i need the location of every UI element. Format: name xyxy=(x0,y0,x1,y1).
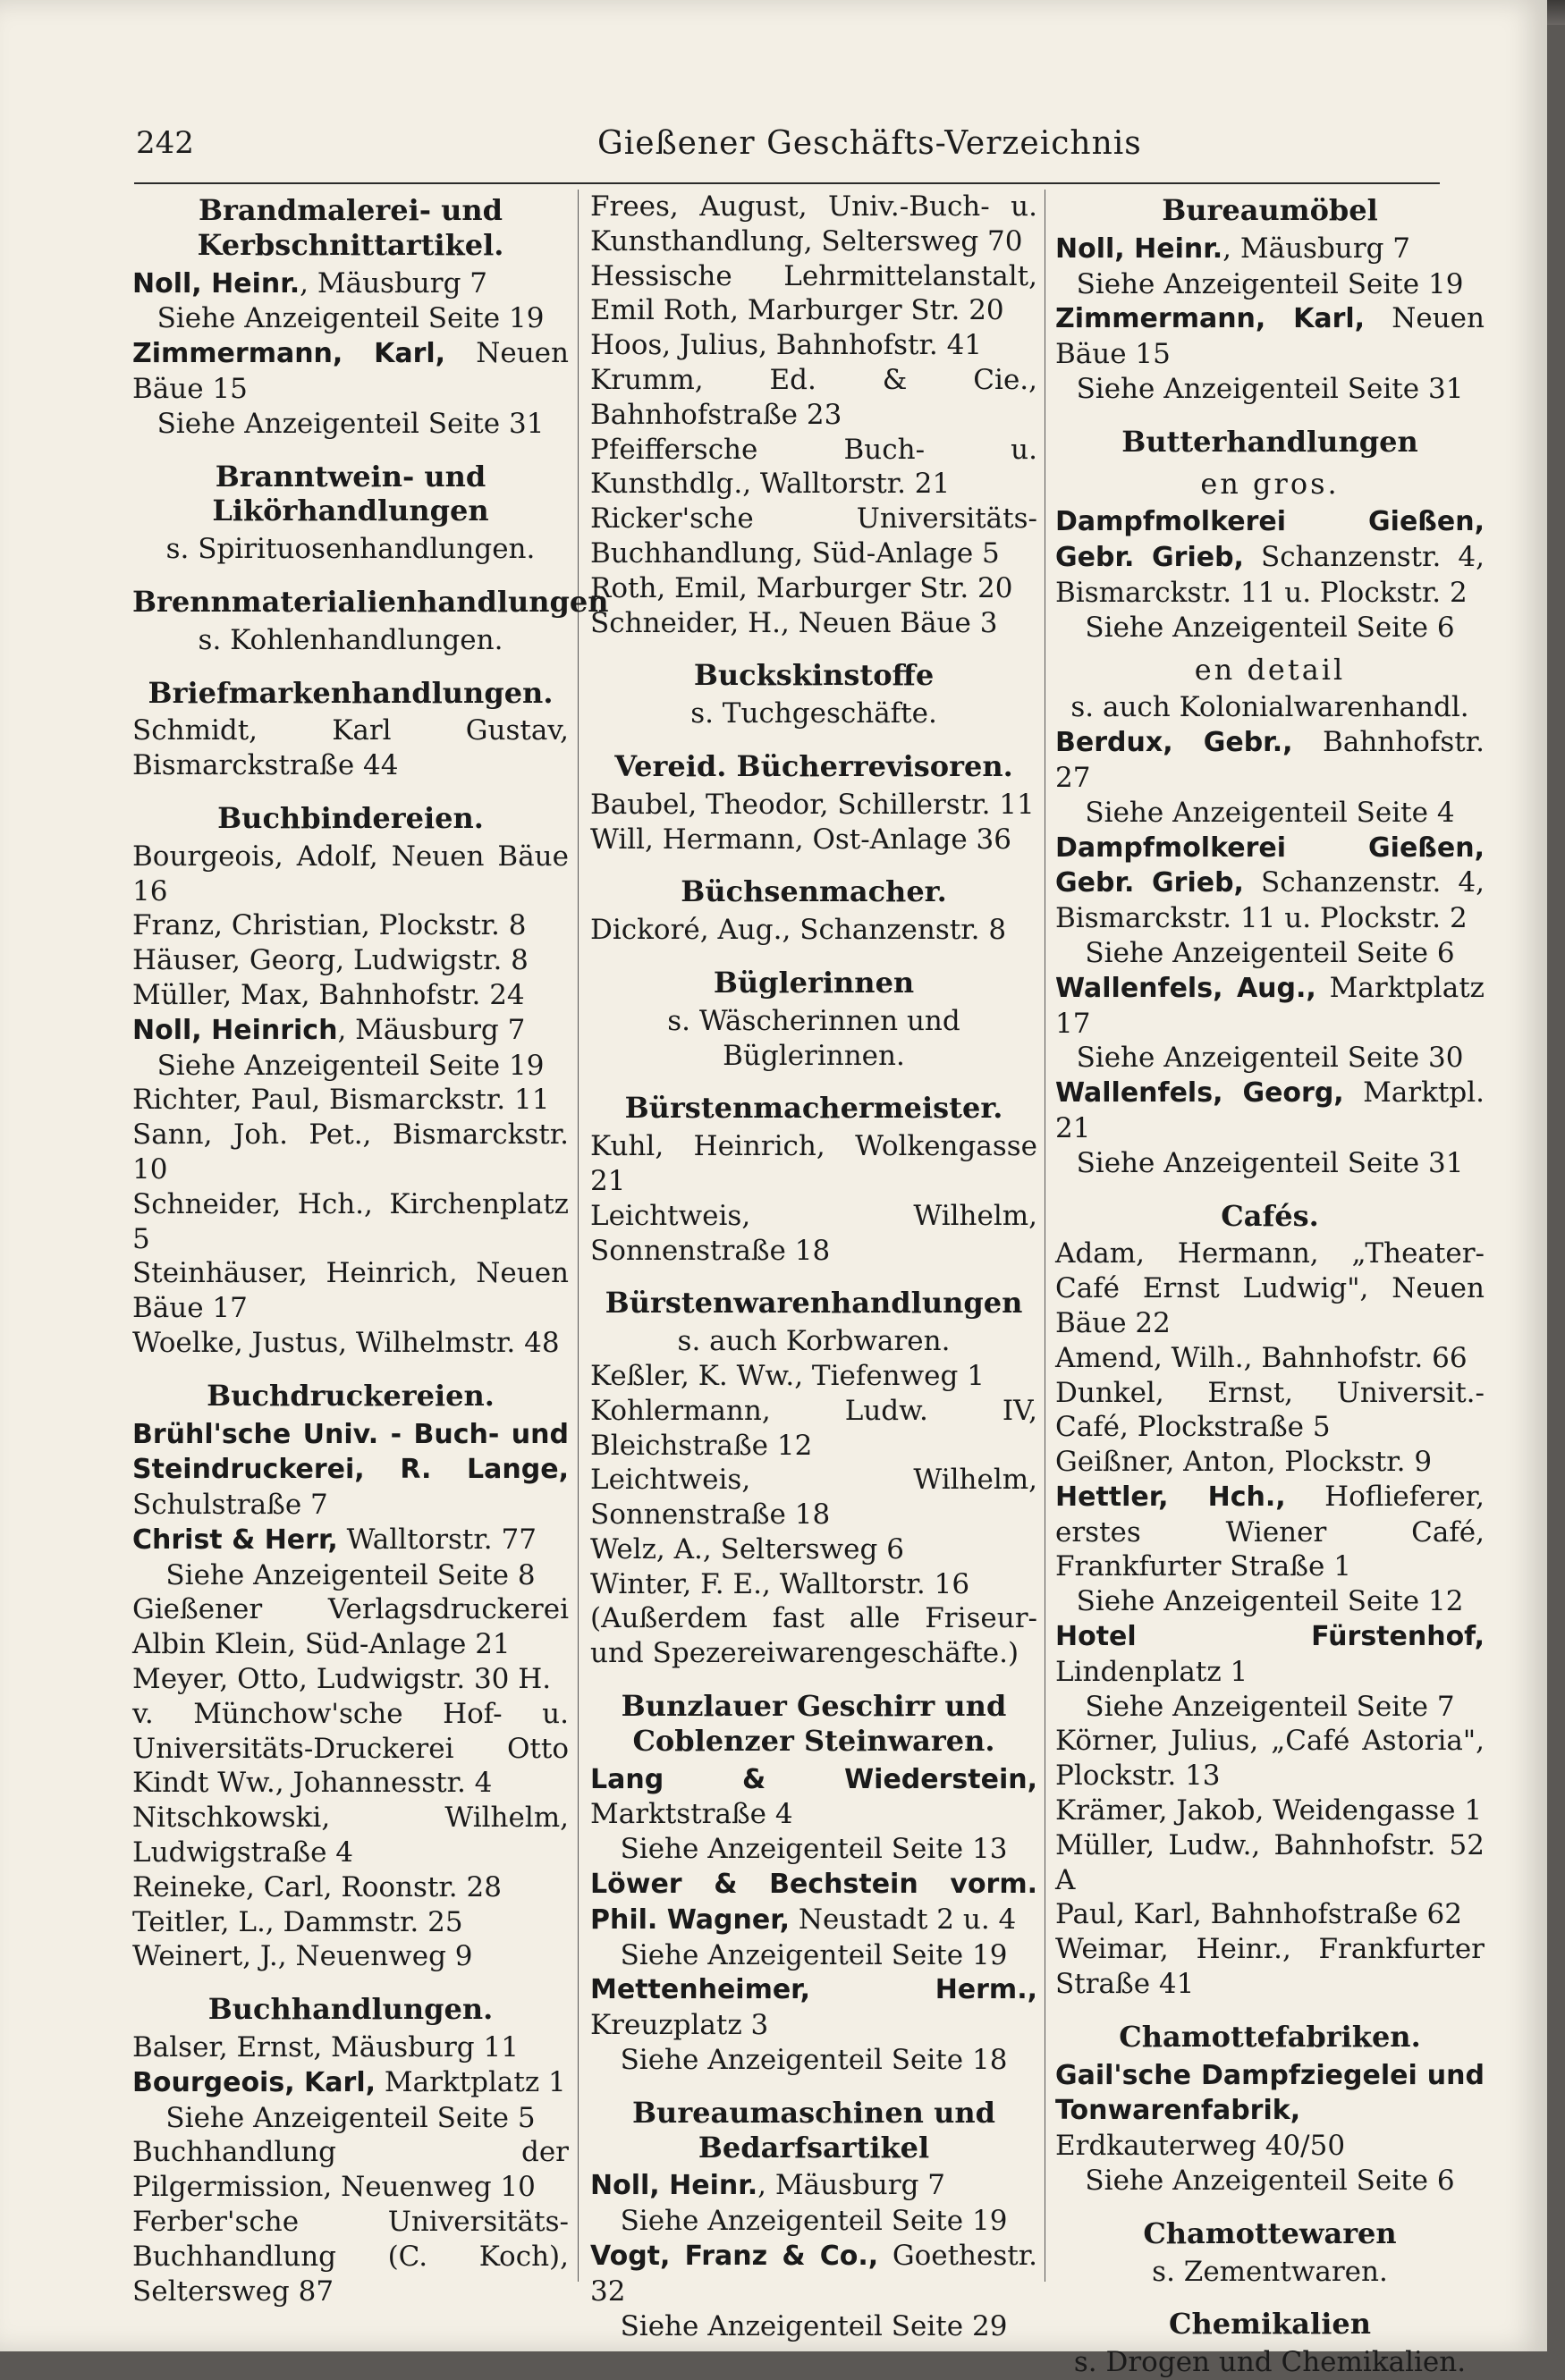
section-heading: Bureaumaschinen und Bedarfsartikel xyxy=(632,2095,995,2165)
directory-entry xyxy=(1055,1236,1485,1340)
entry-text: Nitschkowski, Wilhelm, Ludwigstraße 4 xyxy=(132,1802,569,1869)
directory-entry xyxy=(1055,1724,1485,1793)
entry-text: Leichtweis, Wilhelm, Sonnenstraße 18 xyxy=(590,1199,1037,1267)
entry-text: Krumm, Ed. & Cie., Bahnhofstraße 23 xyxy=(590,363,1037,431)
directory-entry xyxy=(1055,1619,1485,1690)
cross-reference: Siehe Anzeigenteil Seite 29 xyxy=(620,2309,1008,2342)
entry-text: Neustadt 2 u. 4 xyxy=(789,1903,1017,1936)
section-heading: Briefmarkenhandlungen. xyxy=(148,675,554,710)
directory-entry xyxy=(1055,1376,1485,1446)
directory-entry xyxy=(1055,725,1485,796)
entry-text: Hoflieferer, erstes Wiener Café, Frankfurter Straße 1 xyxy=(1055,1480,1485,1583)
directory-entry xyxy=(590,788,1037,823)
entry-text: Hessische Lehrmittelanstalt, Emil Roth, Marburger Str. 20 xyxy=(590,259,1037,327)
section-heading: Büglerinnen xyxy=(713,965,915,1000)
entry-text: , Mäusburg 7 xyxy=(300,266,487,300)
section-subheading: en gros. xyxy=(1200,466,1340,501)
cross-reference: Siehe Anzeigenteil Seite 19 xyxy=(156,302,545,335)
entry-text: Walltorstr. 77 xyxy=(337,1523,537,1556)
directory-entry xyxy=(132,266,569,302)
directory-entry xyxy=(590,913,1037,948)
cross-reference: s. Wäscherinnen und Büglerinnen. xyxy=(667,1004,960,1072)
cross-reference: Siehe Anzeigenteil Seite 8 xyxy=(165,1558,536,1591)
directory-entry xyxy=(590,1601,1037,1671)
cross-reference: Siehe Anzeigenteil Seite 31 xyxy=(1076,1146,1464,1179)
section-heading: Chamottewaren xyxy=(1143,2215,1397,2250)
directory-entry xyxy=(590,2239,1037,2309)
cross-reference: Siehe Anzeigenteil Seite 13 xyxy=(620,1833,1008,1866)
section-heading: Brandmalerei- und Kerbschnittartikel. xyxy=(197,193,504,262)
entry-firm-name: Wallenfels, Aug., xyxy=(1055,972,1316,1004)
directory-entry xyxy=(1055,1480,1485,1584)
running-head: Gießener Geschäfts-Verzeichnis xyxy=(597,125,1142,162)
entry-firm-name: Mettenheimer, Herm., xyxy=(590,1974,1037,2006)
directory-entry xyxy=(132,1326,569,1361)
directory-entry xyxy=(132,1256,569,1326)
section-heading: Buchhandlungen. xyxy=(207,1992,494,2027)
section-heading: Brennmaterialienhandlungen xyxy=(132,584,609,619)
directory-entry xyxy=(590,190,1037,259)
directory-entry xyxy=(590,1532,1037,1567)
entry-text: Marktstraße 4 xyxy=(590,1798,793,1831)
directory-entry xyxy=(590,259,1037,329)
directory-entry xyxy=(132,1118,569,1187)
entry-firm-name: Noll, Heinr. xyxy=(132,267,300,300)
directory-entry xyxy=(132,840,569,909)
cross-reference: Siehe Anzeigenteil Seite 18 xyxy=(620,2044,1008,2077)
entry-text: Kreuzplatz 3 xyxy=(590,2009,769,2042)
entry-text: Adam, Hermann, „Theater-Café Ernst Ludwig", Neuen Bäue 22 xyxy=(1055,1237,1485,1339)
entry-text: Gießener Verlagsdruckerei Albin Klein, Süd-Anlage 21 xyxy=(132,1593,569,1661)
directory-entry xyxy=(1055,971,1485,1042)
cross-reference: s. Spirituosenhandlungen. xyxy=(165,533,536,566)
entry-text: Bahnhofstr. 27 xyxy=(1055,726,1485,794)
directory-entry xyxy=(132,1417,569,1523)
cross-reference: s. Zementwaren. xyxy=(1152,2255,1388,2288)
entry-text: Reineke, Carl, Roonstr. 28 xyxy=(132,1870,502,1903)
directory-entry xyxy=(590,1972,1037,2043)
entry-text: Schmidt, Karl Gustav, Bismarckstraße 44 xyxy=(132,714,569,782)
section-heading: Büchsenmacher. xyxy=(681,874,947,909)
entry-text: Baubel, Theodor, Schillerstr. 11 xyxy=(590,788,1035,821)
section-heading: Bureaumöbel xyxy=(1162,193,1378,227)
entry-text: Ricker'sche Universitäts-Buchhandlung, Süd-Anlage 5 xyxy=(590,502,1037,570)
directory-entry xyxy=(590,1867,1037,1938)
entry-text: Buchhandlung der Pilgermission, Neuenweg 10 xyxy=(132,2136,569,2204)
entry-firm-name: Brühl'sche Univ. - Buch- und Steindruckerei, R. Lange, xyxy=(132,1418,569,1486)
entry-text: Neuen Bäue 15 xyxy=(1055,302,1485,371)
entry-text: Keßler, K. Ww., Tiefenweg 1 xyxy=(590,1359,985,1392)
directory-entry xyxy=(590,433,1037,502)
entry-firm-name: Vogt, Franz & Co., xyxy=(590,2241,879,2273)
entry-text: Pfeiffersche Buch- u. Kunsthdlg., Walltorstr. 21 xyxy=(590,433,1037,501)
directory-entry xyxy=(590,1463,1037,1532)
directory-entry xyxy=(590,1199,1037,1269)
directory-entry xyxy=(590,363,1037,433)
page-number: 242 xyxy=(136,125,194,161)
directory-entry xyxy=(132,336,569,407)
directory-entry xyxy=(590,606,1037,641)
directory-entry xyxy=(1055,1897,1485,1932)
directory-entry xyxy=(590,1129,1037,1199)
entry-text: Marktplatz 17 xyxy=(1055,971,1485,1040)
section-heading: Branntwein- und Likörhandlungen xyxy=(212,459,489,528)
directory-entry xyxy=(132,2030,569,2065)
entry-firm-name: Noll, Heinrich xyxy=(132,1014,338,1046)
directory-entry xyxy=(1055,1932,1485,2002)
directory-entry xyxy=(132,943,569,978)
directory-entry xyxy=(1055,1076,1485,1146)
entry-text: Bourgeois, Adolf, Neuen Bäue 16 xyxy=(132,840,569,907)
entry-text: Müller, Max, Bahnhofstr. 24 xyxy=(132,978,525,1011)
entry-text: Lindenplatz 1 xyxy=(1055,1655,1248,1688)
entry-text: Roth, Emil, Marburger Str. 20 xyxy=(590,571,1013,604)
section-heading: Vereid. Bücherrevisoren. xyxy=(614,748,1013,783)
section-heading: Bürstenwarenhandlungen xyxy=(605,1286,1023,1321)
entry-text: Franz, Christian, Plockstr. 8 xyxy=(132,909,527,942)
entry-text: Balser, Ernst, Mäusburg 11 xyxy=(132,2031,519,2064)
entry-text: Goethestr. 32 xyxy=(590,2240,1038,2308)
cross-reference: Siehe Anzeigenteil Seite 12 xyxy=(1076,1585,1464,1618)
entry-text: Schneider, H., Neuen Bäue 3 xyxy=(590,606,998,639)
directory-entry xyxy=(1055,504,1485,610)
directory-entry xyxy=(590,328,1037,363)
entry-text: Dickoré, Aug., Schanzenstr. 8 xyxy=(590,914,1007,947)
directory-entry xyxy=(132,978,569,1013)
directory-entry xyxy=(590,2168,1037,2204)
directory-entry xyxy=(590,502,1037,571)
entry-text: Frees, August, Univ.-Buch- u. Kunsthandlung, Seltersweg 70 xyxy=(590,190,1037,257)
column-3 xyxy=(1055,190,1485,2379)
entry-firm-name: Hettler, Hch., xyxy=(1055,1481,1286,1513)
entry-text: , Mäusburg 7 xyxy=(337,1013,526,1046)
entry-firm-name: Hotel Fürstenhof, xyxy=(1055,1621,1485,1653)
directory-entry xyxy=(590,1567,1037,1602)
entry-text: Woelke, Justus, Wilhelmstr. 48 xyxy=(132,1326,560,1359)
section-heading: Bürstenmachermeister. xyxy=(624,1091,1003,1126)
entry-text: Will, Hermann, Ost-Anlage 36 xyxy=(590,823,1011,856)
entry-firm-name: Lang & Wiederstein, xyxy=(590,1763,1037,1795)
entry-text: , Mäusburg 7 xyxy=(1222,232,1410,265)
directory-entry xyxy=(132,1662,569,1697)
directory-entry xyxy=(132,1801,569,1870)
section-heading: Chemikalien xyxy=(1169,2307,1371,2342)
directory-entry xyxy=(1055,1445,1485,1480)
entry-firm-name: Gail'sche Dampfziegelei und Tonwarenfabrik, xyxy=(1055,2059,1485,2127)
directory-entry xyxy=(132,1592,569,1662)
cross-reference: Siehe Anzeigenteil Seite 19 xyxy=(1076,267,1464,300)
directory-entry xyxy=(1055,1793,1485,1828)
directory-entry xyxy=(132,2135,569,2205)
directory-entry xyxy=(590,1394,1037,1464)
directory-entry xyxy=(1055,2058,1485,2164)
entry-text: Paul, Karl, Bahnhofstraße 62 xyxy=(1055,1898,1462,1931)
cross-reference: Siehe Anzeigenteil Seite 6 xyxy=(1085,2165,1455,2198)
section-subheading: en detail xyxy=(1194,652,1346,687)
entry-text: Kohlermann, Ludw. IV, Bleichstraße 12 xyxy=(590,1394,1037,1462)
entry-text: Richter, Paul, Bismarckstr. 11 xyxy=(132,1084,550,1117)
directory-entry xyxy=(132,2065,569,2101)
directory-entry xyxy=(132,1523,569,1558)
directory-entry xyxy=(590,1359,1037,1394)
cross-reference: Siehe Anzeigenteil Seite 19 xyxy=(156,1049,545,1082)
cross-reference: s. Kohlenhandlungen. xyxy=(198,623,503,656)
directory-entry xyxy=(132,1187,569,1257)
entry-text: Ferber'sche Universitäts-Buchhandlung (C. Koch), Seltersweg 87 xyxy=(132,2206,569,2308)
entry-text: Dunkel, Ernst, Universit.-Café, Plockstraße 5 xyxy=(1055,1376,1485,1444)
directory-entry xyxy=(1055,831,1485,936)
entry-firm-name: Berdux, Gebr., xyxy=(1055,727,1293,759)
entry-text: Schulstraße 7 xyxy=(132,1489,328,1522)
entry-firm-name: Dampfmolkerei Gießen, Gebr. Grieb, xyxy=(1055,506,1485,574)
entry-text: Leichtweis, Wilhelm, Sonnenstraße 18 xyxy=(590,1464,1037,1532)
entry-text: Weinert, J., Neuenweg 9 xyxy=(132,1940,473,1973)
entry-text: Teitler, L., Dammstr. 25 xyxy=(132,1905,463,1938)
column-1 xyxy=(132,190,609,2308)
cross-reference: Siehe Anzeigenteil Seite 6 xyxy=(1085,936,1455,969)
directory-entry xyxy=(590,823,1037,857)
entry-text: Schneider, Hch., Kirchenplatz 5 xyxy=(132,1187,569,1255)
section-heading: Butterhandlungen xyxy=(1121,424,1418,459)
section-heading: Bunzlauer Geschirr und Coblenzer Steinwaren. xyxy=(621,1689,1007,1758)
section-heading: Cafés. xyxy=(1221,1198,1319,1233)
entry-text: Kuhl, Heinrich, Wolkengasse 21 xyxy=(590,1130,1037,1197)
entry-text: Welz, A., Seltersweg 6 xyxy=(590,1532,904,1566)
cross-reference: Siehe Anzeigenteil Seite 30 xyxy=(1076,1042,1464,1075)
entry-text: (Außerdem fast alle Friseur- und Spezereiwarengeschäfte.) xyxy=(590,1602,1037,1670)
section-heading: Buchdruckereien. xyxy=(207,1378,495,1413)
directory-entry xyxy=(1055,1828,1485,1898)
entry-text: Geißner, Anton, Plockstr. 9 xyxy=(1055,1446,1433,1479)
cross-reference: s. auch Kolonialwarenhandl. xyxy=(1070,691,1469,724)
cross-reference: Siehe Anzeigenteil Seite 19 xyxy=(620,1938,1008,1971)
entry-text: Schanzenstr. 4, Bismarckstr. 11 u. Plockstr. 2 xyxy=(1055,866,1485,935)
directory-entry xyxy=(1055,232,1485,267)
entry-text: Marktplatz 1 xyxy=(376,2065,566,2098)
directory-entry xyxy=(132,908,569,943)
entry-text: Erdkauterweg 40/50 xyxy=(1055,2130,1346,2163)
entry-text: Neuen Bäue 15 xyxy=(132,337,569,405)
cross-reference: s. Tuchgeschäfte. xyxy=(690,697,937,730)
entry-firm-name: Noll, Heinr. xyxy=(1055,232,1223,265)
entry-firm-name: Wallenfels, Georg, xyxy=(1055,1077,1344,1110)
entry-text: Meyer, Otto, Ludwigstr. 30 H. xyxy=(132,1663,552,1696)
directory-entry xyxy=(132,1939,569,1974)
directory-entry xyxy=(132,1083,569,1118)
directory-entry xyxy=(590,1762,1037,1833)
cross-reference: Siehe Anzeigenteil Seite 31 xyxy=(1076,372,1464,405)
entry-firm-name: Zimmermann, Karl, xyxy=(1055,303,1366,335)
section-heading: Buchbindereien. xyxy=(217,800,484,835)
directory-entry xyxy=(1055,301,1485,372)
entry-text: , Mäusburg 7 xyxy=(757,2169,945,2202)
cross-reference: Siehe Anzeigenteil Seite 7 xyxy=(1085,1690,1455,1723)
entry-text: Winter, F. E., Walltorstr. 16 xyxy=(590,1567,970,1600)
entry-text: Müller, Ludw., Bahnhofstr. 52 A xyxy=(1055,1828,1485,1896)
directory-entry xyxy=(590,571,1037,606)
entry-text: Weimar, Heinr., Frankfurter Straße 41 xyxy=(1055,1933,1485,2001)
cross-reference: Siehe Anzeigenteil Seite 19 xyxy=(620,2205,1008,2238)
entry-text: Amend, Wilh., Bahnhofstr. 66 xyxy=(1055,1341,1468,1374)
column-2 xyxy=(590,190,1038,2342)
directory-entry xyxy=(1055,1341,1485,1376)
entry-firm-name: Bourgeois, Karl, xyxy=(132,2066,376,2098)
directory-entry xyxy=(132,1870,569,1905)
directory-entry xyxy=(132,1697,569,1801)
column-divider-1 xyxy=(578,190,579,2282)
section-heading: Chamottefabriken. xyxy=(1119,2019,1421,2054)
cross-reference: s. auch Korbwaren. xyxy=(677,1325,951,1358)
section-heading: Buckskinstoffe xyxy=(693,658,935,693)
cross-reference: Siehe Anzeigenteil Seite 6 xyxy=(1085,611,1455,644)
entry-text: Hoos, Julius, Bahnhofstr. 41 xyxy=(590,329,983,362)
directory-entry xyxy=(132,2205,569,2308)
entry-text: Krämer, Jakob, Weidengasse 1 xyxy=(1055,1794,1483,1827)
cross-reference: s. Drogen und Chemikalien. xyxy=(1073,2346,1467,2379)
directory-entry xyxy=(132,713,569,783)
directory-entry xyxy=(132,1013,569,1049)
entry-firm-name: Christ & Herr, xyxy=(132,1523,338,1556)
entry-firm-name: Noll, Heinr. xyxy=(590,2170,758,2202)
entry-text: Körner, Julius, „Café Astoria", Plockstr. 13 xyxy=(1055,1725,1485,1793)
entry-firm-name: Zimmermann, Karl, xyxy=(132,338,446,370)
entry-text: Häuser, Georg, Ludwigstr. 8 xyxy=(132,944,529,977)
entry-text: Sann, Joh. Pet., Bismarckstr. 10 xyxy=(132,1118,569,1186)
header-rule xyxy=(134,182,1440,184)
cross-reference: Siehe Anzeigenteil Seite 4 xyxy=(1085,796,1455,829)
entry-text: Marktpl. 21 xyxy=(1055,1076,1485,1144)
cross-reference: Siehe Anzeigenteil Seite 31 xyxy=(156,407,545,440)
entry-text: v. Münchow'sche Hof- u. Universitäts-Druckerei Otto Kindt Ww., Johannesstr. 4 xyxy=(132,1697,569,1800)
cross-reference: Siehe Anzeigenteil Seite 5 xyxy=(165,2101,536,2134)
entry-text: Schanzenstr. 4, Bismarckstr. 11 u. Plockstr. 2 xyxy=(1055,541,1485,609)
entry-firm-name: Löwer & Bechstein vorm. Phil. Wagner, xyxy=(590,1869,1037,1936)
entry-firm-name: Dampfmolkerei Gießen, Gebr. Grieb, xyxy=(1055,831,1485,899)
entry-text: Steinhäuser, Heinrich, Neuen Bäue 17 xyxy=(132,1257,569,1325)
directory-entry xyxy=(132,1905,569,1940)
